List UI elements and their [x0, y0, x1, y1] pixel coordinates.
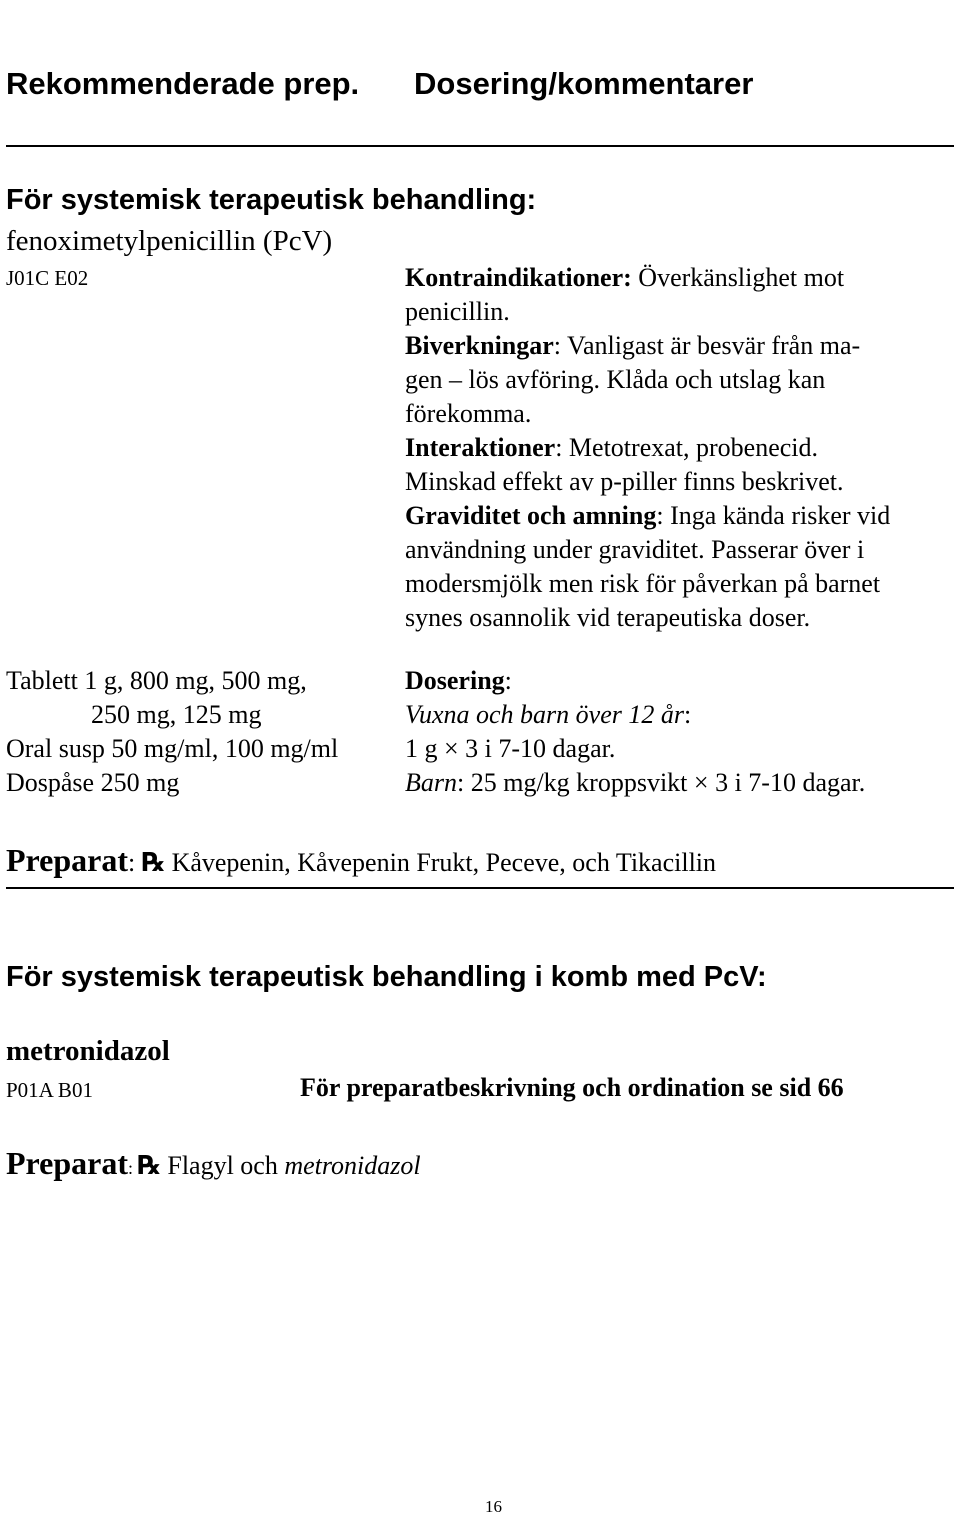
section1-drug-name: fenoximetylpenicillin (PcV) — [6, 225, 333, 257]
section1-heading: För systemisk terapeutisk behandling: — [6, 184, 537, 216]
form-sachet: Dospåse 250 mg — [6, 768, 180, 797]
section2-atc-code: P01A B01 — [6, 1078, 93, 1102]
dosing-label: Dosering: — [405, 666, 512, 695]
header-rule — [6, 145, 954, 147]
section2-heading: För systemisk terapeutisk behandling i komb med PcV: — [6, 961, 767, 993]
notes-block — [405, 261, 890, 635]
note-pregnancy: Graviditet och amning: Inga kända risker vid — [405, 501, 891, 530]
section1-atc-code: J01C E02 — [6, 266, 89, 290]
note-contraindications: Kontraindikationer: Överkänslighet mot — [405, 263, 845, 292]
dosage-forms — [6, 664, 338, 800]
rx-icon: ℞ — [141, 848, 166, 878]
note-line: förekomma. — [405, 399, 532, 428]
header-col-preparations: Rekommenderade prep. — [6, 66, 360, 101]
preparat-label: Preparat — [6, 1145, 129, 1181]
form-oral-susp: Oral susp 50 mg/ml, 100 mg/ml — [6, 734, 339, 763]
header-col-dosing: Dosering/kommentarer — [414, 66, 754, 101]
page-number: 16 — [485, 1497, 502, 1516]
section1-rule — [6, 887, 954, 889]
note-side-effects: Biverkningar: Vanligast är besvär från ma- — [405, 331, 861, 360]
preparat-products: Kåvepenin, Kåvepenin Frukt, Peceve, och Tikacillin — [165, 848, 717, 877]
section2-note: För preparatbeskrivning och ordination se sid 66 — [300, 1073, 844, 1102]
section1-preparat: Preparat: ℞ Kåvepenin, Kåvepenin Frukt, Peceve, och Tikacillin — [6, 842, 717, 878]
form-tablet: Tablett 1 g, 800 mg, 500 mg, — [6, 666, 307, 695]
section2-preparat: Preparat: ℞ Flagyl och metronidazol — [6, 1145, 421, 1181]
note-line: modersmjölk men risk för påverkan på barnet — [405, 569, 881, 598]
form-tablet-cont: 250 mg, 125 mg — [91, 700, 262, 729]
dosing-adult-label: Vuxna och barn över 12 år: — [405, 700, 692, 729]
note-line: användning under graviditet. Passerar över i — [405, 535, 865, 564]
note-interactions: Interaktioner: Metotrexat, probenecid. — [405, 433, 818, 462]
dosing-child: Barn: 25 mg/kg kroppsvikt × 3 i 7-10 dagar. — [405, 768, 866, 797]
dosing-adult: 1 g × 3 i 7-10 dagar. — [405, 734, 616, 763]
note-line: penicillin. — [405, 297, 510, 326]
preparat-label: Preparat — [6, 842, 129, 878]
note-line: gen – lös avföring. Klåda och utslag kan — [405, 365, 826, 394]
rx-icon: ℞ — [137, 1151, 161, 1181]
dosing-block — [405, 664, 865, 800]
note-line: Minskad effekt av p-piller finns beskrivet. — [405, 467, 844, 496]
section2-drug-name: metronidazol — [6, 1035, 170, 1067]
note-line: synes osannolik vid terapeutiska doser. — [405, 603, 811, 632]
